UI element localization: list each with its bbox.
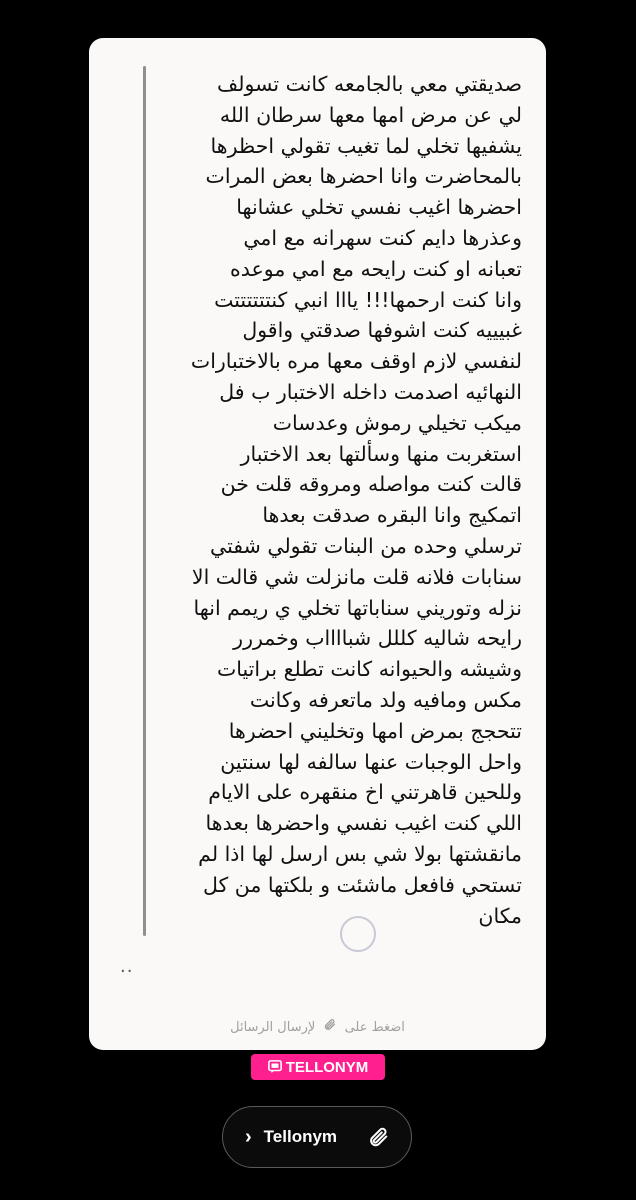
chevron-right-icon: ›: [245, 1126, 252, 1148]
tellonym-logo-icon: [268, 1060, 282, 1074]
tellonym-brand-badge: [251, 1054, 385, 1080]
tellonym-link-label: Tellonym: [263, 1127, 338, 1146]
brand-label: TELLONYM: [285, 1058, 369, 1076]
message-text: صديقتي معي بالجامعه كانت تسولف لي عن مرض امها معها سرطان الله يشفيها تخلي لما تغيب تقولي احظرها بالمحاضرت وانا احضرها بعض المرات احضرها اغيب نفسي تخلي عشانها وعذرها دايم كنت سهرانه مع امي تعبانه او كنت رايحه مع امي موعده وانا كنت ارحمها!!! يااا انبي كنتتتتتتت غبيييه كنت اشوفها صدقتي واقول لنفسي لازم اوقف معها مره بالاختبارات النهائيه اصدمت داخله الاختبار ب فل ميكب تخيلي رموش وعدسات استغربت منها وسألتها بعد الاختبار قالت كنت مواصله ومروقه قلت خن اتمكيج وانا البقره صدقت بعدها ترسلي وحده من البنات تقولي شفتي سنابات فلانه قلت مانزلت شي قالت الا نزله وتوريني سناباتها تخلي ي ريمم انها رايحه شاليه كللل شبااااب وخمررر وشيشه والحيوانه كانت تطلع براتيات مكس ومافيه ولد ماتعرفه وكانت تتحجج بمرض امها وتخليني احضرها واحل الوجبات عنها سالفه لها سنتين وللحين قاهرتني اخ منقهره على الايام اللي كنت اغيب نفسي واحضرها بعدها مانقشتها بولا شي بس ارسل لها اذا لم تستحي فافعل ماشئت و بلكتها من كل مكان: [190, 72, 522, 928]
ellipsis: ..: [120, 956, 134, 977]
send-hint-after: لإرسال الرسائل: [230, 1020, 316, 1035]
loading-spinner-icon: [340, 916, 376, 952]
paperclip-icon: [367, 1126, 389, 1148]
tellonym-link-button[interactable]: [222, 1106, 412, 1168]
send-hint-before: اضغط على: [344, 1020, 405, 1035]
send-hint: [89, 1018, 546, 1035]
quote-bar: [143, 66, 146, 936]
message-card: [89, 38, 546, 1050]
paperclip-icon: [323, 1018, 336, 1035]
